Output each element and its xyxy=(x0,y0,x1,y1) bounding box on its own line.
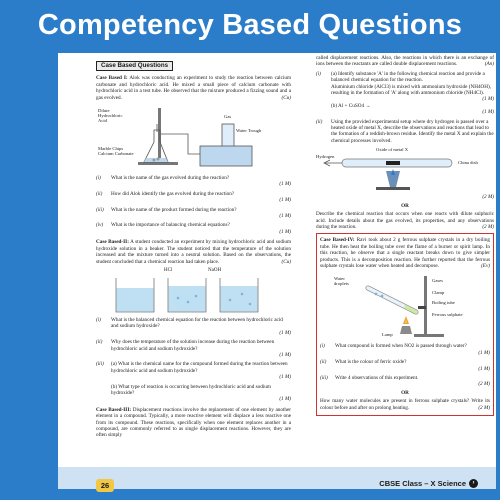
or-divider: OR xyxy=(401,202,409,209)
case4-figure xyxy=(320,272,490,340)
or-divider: OR xyxy=(401,389,409,396)
label-lamp: Lamp xyxy=(382,332,393,338)
marks: (2 M) xyxy=(482,194,494,201)
case1-head: Case Based I: xyxy=(96,75,128,82)
final-question: How many water molecules are present in ferrous sulphate crystals? Write its colour before and after on prolong heating. (2 M) xyxy=(320,398,490,411)
case3-text: Case Based-III: Displacement reactions involve the replacement of one element by another element in a compound. Typically, a more reactive element will displace a less reactive one from its compound. These reactions, specifically when one element replaces another in a compound, are commonly referred to as single displacement reactions. However, they are often simply xyxy=(96,406,291,439)
footer xyxy=(379,479,478,488)
case4-questions xyxy=(320,343,490,387)
page-number: 26 xyxy=(96,479,114,492)
question: (iv) What is the importance of balancing chemical equations? (1 M) xyxy=(96,222,291,235)
question: (i) What is the name of the gas evolved during the reaction? (1 M) xyxy=(96,175,291,188)
left-column xyxy=(96,61,291,441)
hydrogen-setup-figure xyxy=(316,147,494,191)
case1-questions xyxy=(96,175,291,235)
question: (i) What is the balanced chemical equation for the reaction between hydrochloric acid and sodium hydroxide? (1 M) xyxy=(96,316,291,336)
banner xyxy=(0,0,500,50)
label-ferrous-sulphate: Ferrous sulphate xyxy=(432,312,463,318)
case2-figure xyxy=(96,268,291,314)
hydrogen-apparatus-illustration xyxy=(316,147,494,191)
question: (ii) How did Alok identify the gas evolved during the reaction? (1 M) xyxy=(96,190,291,204)
or-question: Describe the chemical reaction that occurs when one reacts with dilute sulphuric acid. Include details about the gas evolved, its properties, and any observations during the reaction. (2 M) xyxy=(316,211,494,230)
question: (i) What compound is formed when NO2 is passed through water? (1 M) xyxy=(320,343,490,356)
question: (i) (a) Identify substance 'A' in the following chemical reaction and provide a balanced chemical equation for the reaction. Aluminium chloride (AlCl3) is mixed with ammonium hydroxide (NH4OH), resulting in the formation of 'A' along with ammonium chloride (NH4Cl). (1 M) (b) Al + CuSO4 → (1 M) xyxy=(316,70,494,116)
question: (b) What type of reaction is occurring between hydrochloric acid and sodium hydroxide? (1 M) xyxy=(111,383,291,403)
label-gas: Gas xyxy=(224,114,232,120)
label-boiling-tube: Boiling tube xyxy=(432,300,455,306)
label-china-dish: China dish xyxy=(458,160,478,166)
banner-title: Competency Based Questions xyxy=(37,8,463,41)
label-gases: Gases xyxy=(432,278,443,284)
footer-text: CBSE Class – X Science xyxy=(379,479,466,488)
case2-head: Case Based-II: xyxy=(96,239,129,246)
beaker-label-hcl: HCl xyxy=(164,267,173,273)
case1-figure xyxy=(96,104,291,172)
label-dilute-acid: Dilute Hydrochloric Acid xyxy=(98,108,123,124)
case3-head: Case Based-III: xyxy=(96,406,132,413)
page xyxy=(58,53,496,489)
question: (ii) Using the provided experimental setup where dry hydrogen is passed over a heated oxide of metal X, describe the observations and reactions that lead to the formation of a reddish-brown residue. Identify the metal X and explain the chemical processes involved. xyxy=(316,118,494,144)
arrow-icon: › xyxy=(469,479,478,488)
question: (ii) Why does the temperature of the solution increase during the reaction between hydrochloric acid and sodium hydroxide? (1 M) xyxy=(96,339,291,358)
label-clamp: Clamp xyxy=(432,290,445,296)
case4-text: Case Based-IV: Ravi took about 2 g ferrous sulphate crystals in a dry boiling tube. He then heat the boiling tube over the flame of a burner or spirit lamp. In this reaction, he observe that a single reactant breaks down to give simpler products. This is a decomposition reaction. He further reported that the ferrous sulphate crystals lose water when heated and decompose. (Ev) xyxy=(320,237,491,269)
label-oxide: Oxide of metal X xyxy=(376,147,409,153)
label-water-trough: Water Trough xyxy=(236,128,262,134)
case2-questions xyxy=(96,317,291,403)
case4-box xyxy=(316,233,494,416)
label-marble-chips: Marble Chips Calcium Carbonate xyxy=(98,146,134,157)
right-column xyxy=(316,55,494,416)
case1-text: Case Based I: Alok was conducting an experiment to study the reaction between calcium carbonate and hydrochloric acid. He mixed a small piece of calcium carbonate with hydrochloric acid in a test tube. He observed that the mixture produced a fizzing sound and a gas evolved. (Cu) xyxy=(96,75,291,101)
label-hydrogen: Hydrogen xyxy=(316,154,335,160)
question: (ii) What is the colour of ferric oxide? (1 M) xyxy=(320,359,490,372)
beaker-label-naoh: NaOH xyxy=(208,267,222,273)
question: (iii) Write 4 observations of this experiment. (2 M) xyxy=(320,374,490,388)
case2-text: Case Based-II: A student conducted an experiment by mixing hydrochloric acid and sodium hydroxide solution in a beaker. The student noticed that the temperature of the solution increased and the mixture turned into a neutral solution. Based on the observations, the student concluded that a chemical reaction had taken place. (Cu) xyxy=(96,239,291,265)
case3-continued: called displacement reactions. Also, the reactions in which there is an exchange of ions between the reactants are called double displacement reactions. (An) xyxy=(316,55,494,68)
question: (iii) (a) What is the chemical name for the compound formed during the reaction between hydrochloric acid and sodium hydroxide? (1 M) xyxy=(96,361,291,381)
case4-head: Case Based-IV: xyxy=(320,237,355,244)
section-tag: Case Based Questions xyxy=(96,61,173,71)
question: (iii) What is the name of the product formed during the reaction? (1 M) xyxy=(96,206,291,220)
beakers-illustration xyxy=(96,268,291,314)
label-water-droplets: Water droplets xyxy=(334,276,349,287)
